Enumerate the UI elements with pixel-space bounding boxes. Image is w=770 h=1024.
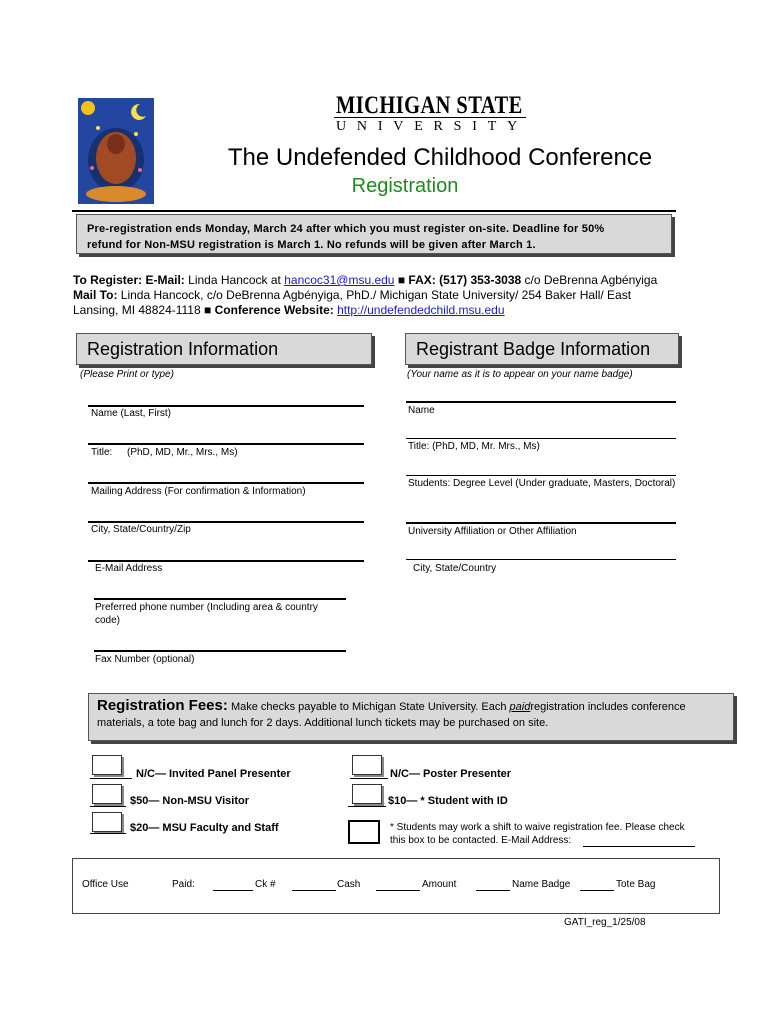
office-ck-blank — [213, 890, 253, 891]
invited-presenter-checkbox[interactable] — [92, 755, 122, 775]
website-label: Conference Website: — [214, 303, 334, 317]
phone-field-label2: code) — [95, 615, 121, 626]
mailing-field-label: Mailing Address (For confirmation & Information) — [91, 486, 306, 497]
fees-text2: registration includes conference — [530, 701, 686, 713]
title-field-line[interactable] — [88, 443, 364, 445]
email-field-label: E-Mail Address — [95, 563, 163, 574]
fax-rest: c/o DeBrenna Agbényiga — [524, 273, 658, 287]
poster-presenter-label: N/C— Poster Presenter — [390, 768, 512, 780]
fax-label: FAX: — [408, 273, 436, 287]
office-amount-label: Amount — [422, 879, 457, 890]
badge-title-label: Title: (PhD, MD, Mr. Mrs., Ms) — [408, 441, 540, 452]
student-blank — [348, 806, 386, 807]
student-label: $10— * Student with ID — [388, 795, 508, 807]
office-badge-blank — [476, 890, 510, 891]
notice-line2: refund for Non-MSU registration is March 1. No refunds will be given after March 1. — [87, 239, 536, 251]
office-use-box — [72, 858, 720, 914]
email-field-line[interactable] — [88, 560, 364, 562]
deadline-notice — [76, 214, 672, 254]
student-checkbox[interactable] — [352, 784, 382, 804]
email-link[interactable]: hancoc31@msu.edu — [284, 273, 395, 287]
badge-affiliation-line[interactable] — [406, 522, 676, 524]
badge-info-note: (Your name as it is to appear on your name badge) — [407, 369, 633, 380]
non-msu-checkbox[interactable] — [92, 784, 122, 804]
student-note-line1: * Students may work a shift to waive registration fee. Please check — [390, 822, 685, 833]
office-ck-label: Ck # — [255, 879, 276, 890]
city-field-label: City, State/Country/Zip — [91, 524, 191, 535]
name-field-label: Name (Last, First) — [91, 408, 172, 419]
registration-info-heading: Registration Information — [76, 333, 372, 365]
non-msu-blank — [90, 806, 126, 807]
msu-logo-line2: UNIVERSITY — [336, 119, 528, 134]
website-link[interactable]: http://undefendedchild.msu.edu — [337, 303, 505, 317]
office-name-badge-label: Name Badge — [512, 879, 571, 890]
mail-text2: Lansing, MI 48824-1118 — [73, 303, 201, 317]
mail-label: Mail To: — [73, 288, 118, 302]
fax-field-label: Fax Number (optional) — [95, 654, 195, 665]
header-rule — [72, 210, 676, 212]
title-field-label: Title: — [91, 447, 113, 458]
form-code: GATI_reg_1/25/08 — [564, 917, 646, 928]
notice-line1: Pre-registration ends Monday, March 24 after which you must register on-site. Deadline for 50% — [87, 223, 605, 235]
phone-field-line[interactable] — [94, 598, 346, 600]
student-email-field[interactable] — [583, 846, 695, 847]
student-shift-checkbox[interactable] — [348, 820, 380, 844]
office-tote-bag-label: Tote Bag — [616, 879, 656, 890]
badge-students-label: Students: Degree Level (Under graduate, Masters, Doctoral) — [408, 478, 676, 489]
badge-info-heading: Registrant Badge Information — [405, 333, 679, 365]
separator-square: ■ — [204, 303, 212, 317]
poster-presenter-checkbox[interactable] — [352, 755, 382, 775]
fees-line2: materials, a tote bag and lunch for 2 days. Additional lunch tickets may be purchased on site. — [97, 717, 549, 729]
office-cash-blank — [292, 890, 336, 891]
name-field-line[interactable] — [88, 405, 364, 407]
logo-divider — [334, 117, 526, 118]
to-register-label: To Register: — [73, 273, 143, 287]
fees-paid: paid — [509, 701, 531, 713]
office-amount-blank — [376, 890, 420, 891]
msu-logo-line1: MICHIGAN STATE — [336, 92, 523, 119]
msu-faculty-checkbox[interactable] — [92, 812, 122, 832]
email-name: Linda Hancock at — [188, 273, 281, 287]
separator-square: ■ — [397, 273, 406, 287]
city-field-line[interactable] — [88, 521, 364, 523]
office-tote-blank — [580, 890, 614, 891]
page-subtitle: Registration — [351, 175, 459, 197]
invited-presenter-label: N/C— Invited Panel Presenter — [136, 768, 291, 780]
msu-faculty-blank — [90, 833, 126, 834]
mailing-field-line[interactable] — [88, 482, 364, 484]
fees-text1: Make checks payable to Michigan State University. Each — [230, 701, 507, 713]
page-title: The Undefended Childhood Conference — [227, 144, 653, 171]
badge-name-line[interactable] — [406, 401, 676, 403]
office-paid-label: Paid: — [172, 879, 195, 890]
badge-affiliation-label: University Affiliation or Other Affiliation — [408, 526, 577, 537]
fax-number: (517) 353-3038 — [439, 273, 522, 287]
office-cash-label: Cash — [337, 879, 361, 890]
email-label: E-Mail: — [145, 273, 185, 287]
contact-line3 — [73, 303, 713, 318]
invited-presenter-blank — [90, 778, 132, 779]
contact-line1 — [73, 273, 713, 288]
msu-faculty-label: $20— MSU Faculty and Staff — [130, 822, 279, 834]
badge-title-line[interactable] — [406, 438, 676, 439]
mail-text: Linda Hancock, c/o DeBrenna Agbényiga, PhD./ Michigan State University/ 254 Baker Hall/ East — [120, 288, 632, 302]
phone-field-label1: Preferred phone number (Including area & country — [95, 602, 318, 613]
non-msu-label: $50— Non-MSU Visitor — [130, 795, 249, 807]
office-use-label: Office Use — [82, 879, 129, 890]
poster-presenter-blank — [350, 778, 388, 779]
registration-fees-box — [88, 693, 734, 741]
badge-city-label: City, State/Country — [413, 563, 497, 574]
badge-students-line[interactable] — [406, 475, 676, 476]
fax-field-line[interactable] — [94, 650, 346, 652]
registration-info-note: (Please Print or type) — [80, 369, 174, 380]
fees-line1 — [97, 698, 733, 715]
badge-name-label: Name — [408, 405, 435, 416]
contact-line2 — [73, 288, 713, 303]
fees-heading: Registration Fees: — [97, 697, 228, 714]
student-note-line2: this box to be contacted. E-Mail Address: — [390, 835, 572, 846]
badge-city-line[interactable] — [406, 559, 676, 560]
contact-info — [73, 273, 713, 318]
title-field-hint: (PhD, MD, Mr., Mrs., Ms) — [127, 447, 238, 458]
